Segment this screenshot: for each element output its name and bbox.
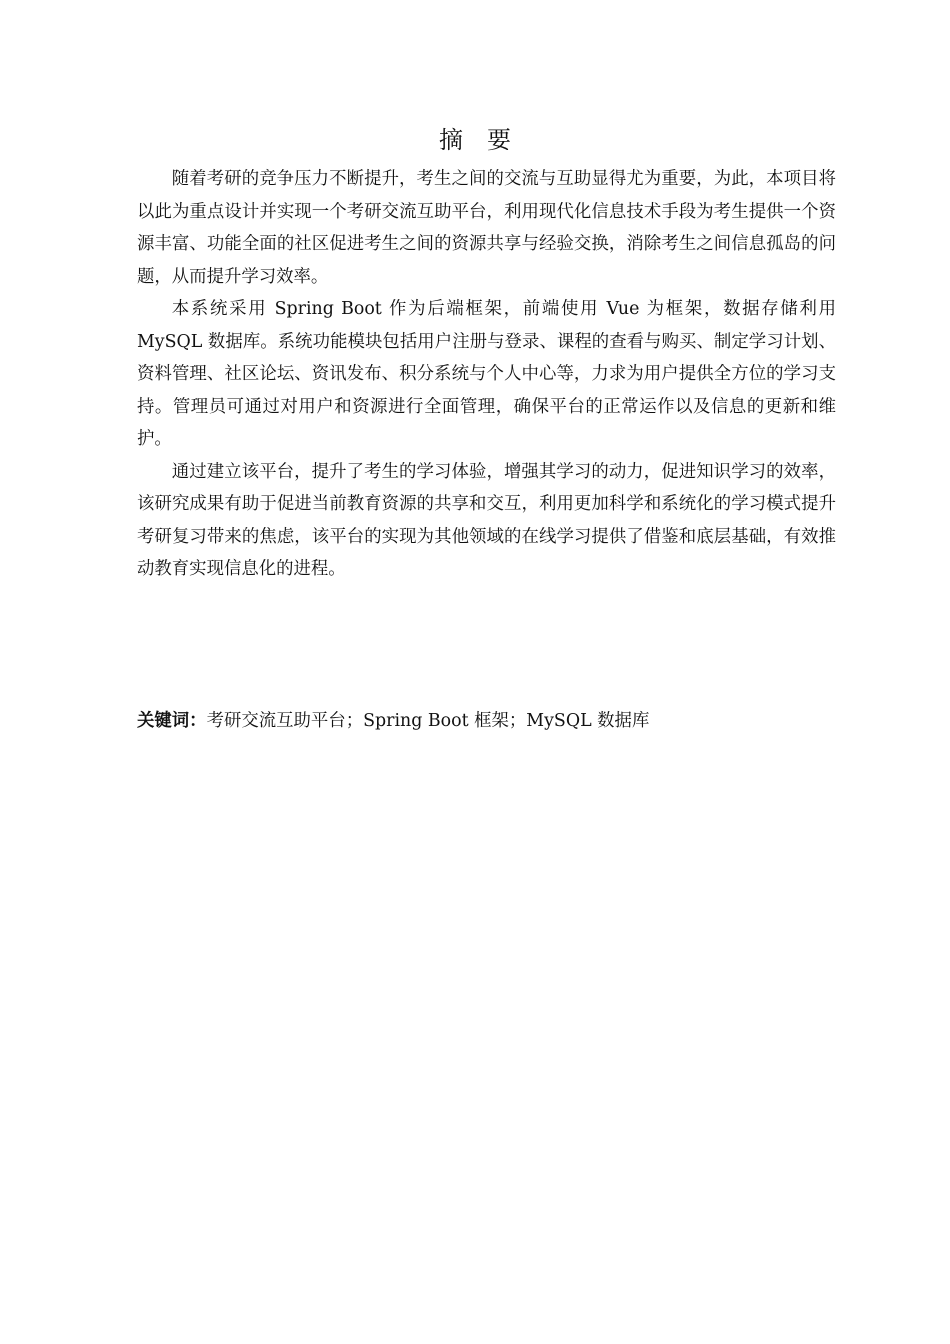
abstract-title: 摘要 [439,126,535,154]
abstract-paragraph-2: 本系统采用 Spring Boot 作为后端框架，前端使用 Vue 为框架，数据存储利用 MySQL 数据库。系统功能模块包括用户注册与登录、课程的查看与购买、制定学习计划、资料管理、社区论坛、资讯发布、积分系统与个人中心等，力求为用户提供全方位的学习支持。管理员可通过对用户和资源进行全面管理，确保平台的正常运作以及信息的更新和维护。 [137,299,836,449]
abstract-body [137,163,836,586]
abstract-paragraph-3: 通过建立该平台，提升了考生的学习体验，增强其学习的动力，促进知识学习的效率，该研究成果有助于促进当前教育资源的共享和交互，利用更加科学和系统化的学习模式提升考研复习带来的焦虑，该平台的实现为其他领域的在线学习提供了借鉴和底层基础，有效推动教育实现信息化的进程。 [137,461,836,579]
keywords-text: 考研交流互助平台；Spring Boot 框架；MySQL 数据库 [206,711,650,731]
keywords-line [137,705,836,737]
keywords-label: 关键词： [137,711,207,731]
abstract-paragraph-1: 随着考研的竞争压力不断提升，考生之间的交流与互助显得尤为重要，为此，本项目将以此为重点设计并实现一个考研交流互助平台，利用现代化信息技术手段为考生提供一个资源丰富、功能全面的社区促进考生之间的资源共享与经验交换，消除考生之间信息孤岛的问题，从而提升学习效率。 [137,169,836,287]
